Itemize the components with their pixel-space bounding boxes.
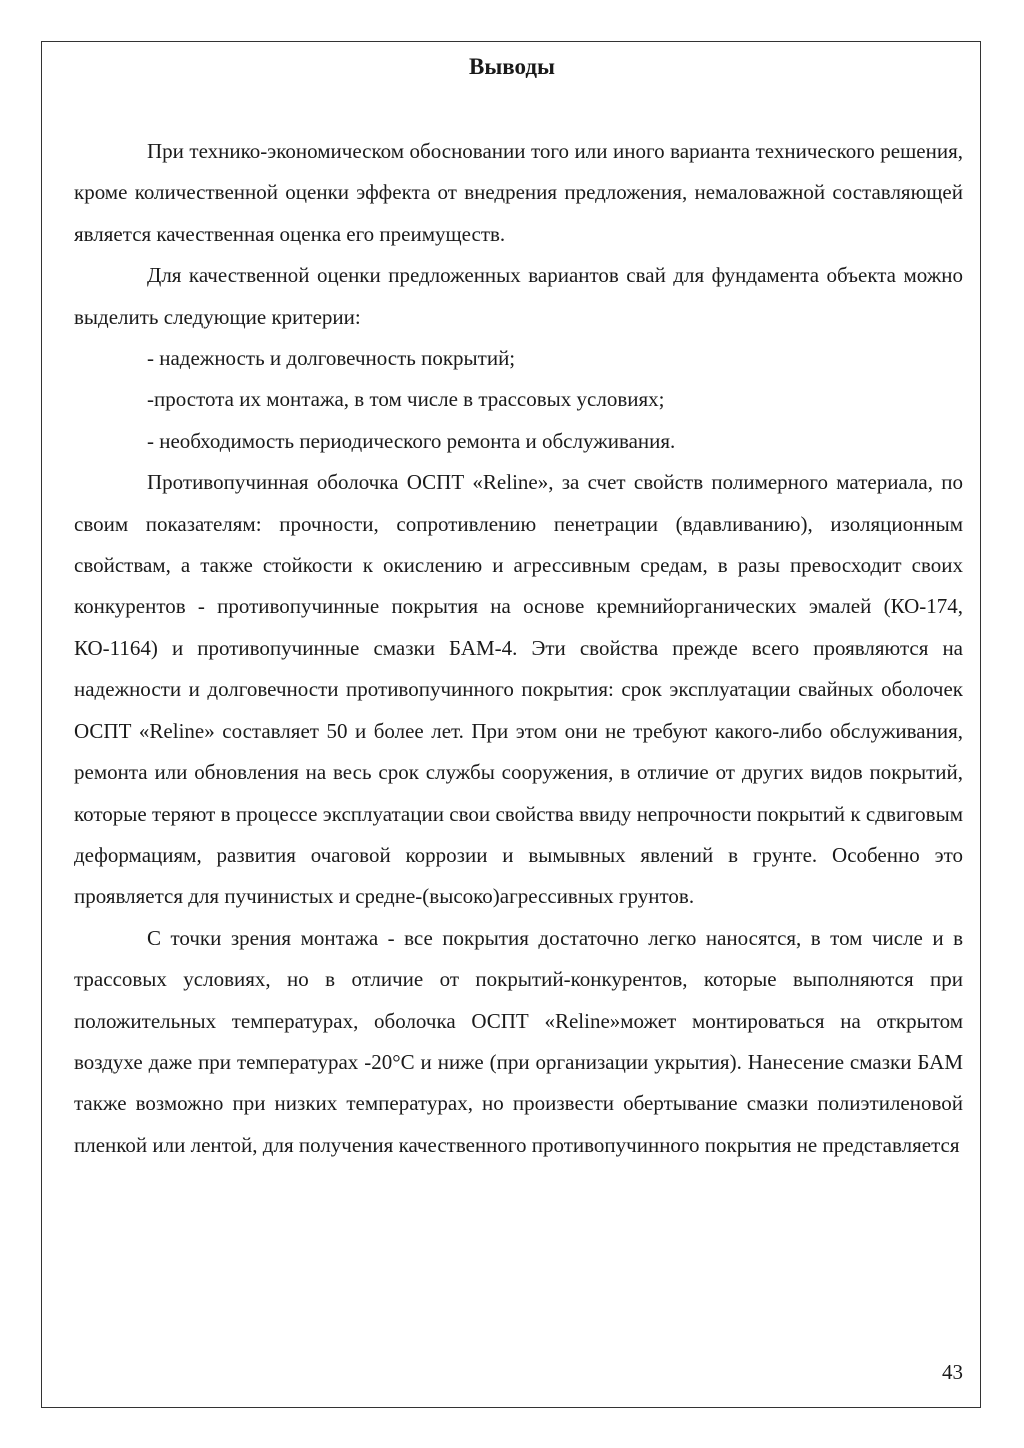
paragraph-intro: При технико-экономическом обосновании того или иного варианта технического решения, кроме количественной оценки эффекта от внедрения предложения, немаловажной составляющей является качественная оценка его преимуществ. (74, 139, 963, 246)
criteria-item-maintenance: - необходимость периодического ремонта и обслуживания. (147, 428, 676, 453)
paragraph-reline-properties: Противопучинная оболочка ОСПТ «Reline», за счет свойств полимерного материала, по своим показателям: прочности, сопротивлению пенетрации (вдавливанию), изоляционным свойствам, а также стойкости к окислению и агрессивным средам, в разы превосходит своих конкурентов - противопучинные покрытия на основе кремнийорганических эмалей (КО-174, КО-1164) и противопучинные смазки БАМ-4. Эти свойства прежде всего проявляются на надежности и долговечности противопучинного покрытия: срок эксплуатации свайных оболочек ОСПТ «Reline» составляет 50 и более лет. При этом они не требуют какого-либо обслуживания, ремонта или обновления на весь срок службы сооружения, в отличие от других видов покрытий, которые теряют в процессе эксплуатации свои свойства ввиду непрочности покрытий к сдвиговым деформациям, развития очаговой коррозии и вымывных явлений в грунте. Особенно это проявляется для пучинистых и средне-(высоко)агрессивных грунтов. (74, 470, 963, 909)
page-number: 43 (942, 1360, 963, 1384)
paragraph-installation: С точки зрения монтажа - все покрытия достаточно легко наносятся, в том числе и в трассовых условиях, но в отличие от покрытий-конкурентов, которые выполняются при положительных температурах, оболочка ОСПТ «Reline»может монтироваться на открытом воздухе даже при температурах -20°С и ниже (при организации укрытия). Нанесение смазки БАМ также возможно при низких температурах, но произвести обертывание смазки полиэтиленовой пленкой или лентой, для получения качественного противопучинного покрытия не представляется (74, 925, 963, 1157)
criteria-item-installation: -простота их монтажа, в том числе в трассовых условиях; (147, 387, 665, 412)
criteria-item-reliability: - надежность и долговечность покрытий; (147, 346, 516, 371)
page-title: Выводы (469, 54, 555, 79)
body-text (74, 131, 963, 1166)
paragraph-criteria-intro: Для качественной оценки предложенных вариантов свай для фундамента объекта можно выделить следующие критерии: (74, 263, 963, 329)
